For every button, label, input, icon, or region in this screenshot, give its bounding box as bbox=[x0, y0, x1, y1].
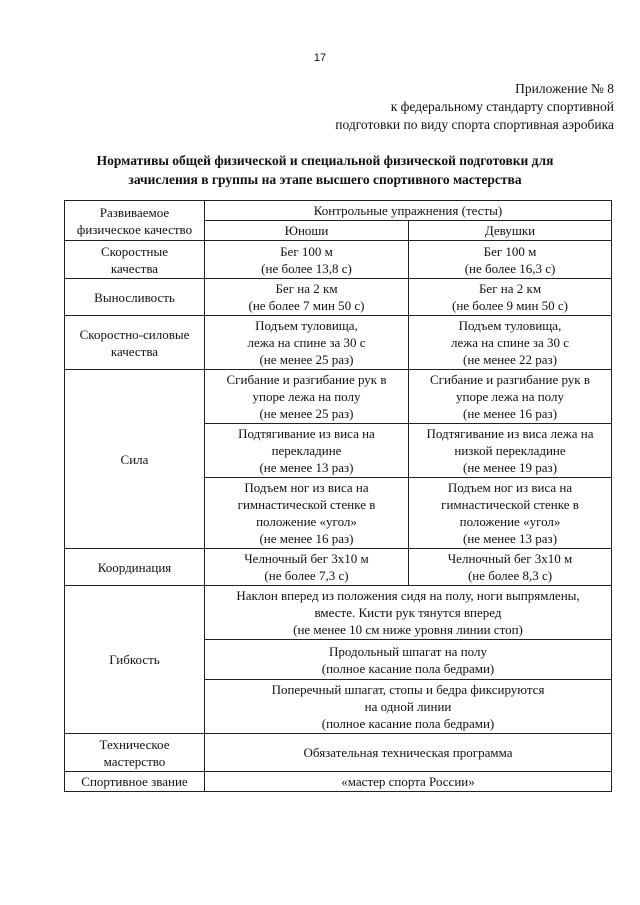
endurance-girls-line: Бег на 2 км bbox=[478, 281, 542, 296]
pullups-girls-line: Подтягивание из виса лежа на bbox=[426, 426, 594, 441]
pullups-boys-line: перекладине bbox=[271, 443, 342, 458]
table-row bbox=[65, 241, 612, 279]
table-row bbox=[65, 586, 612, 640]
longitudinal-split-line: (полное касание пола бедрами) bbox=[321, 660, 495, 676]
endurance-girls bbox=[409, 279, 612, 316]
speed-strength-boys-line: Подъем туловища, bbox=[255, 318, 358, 333]
rank-value: «мастер спорта России» bbox=[205, 772, 612, 792]
leg-raise-girls-line: положение «угол» bbox=[459, 514, 561, 529]
speed-strength-label-line: Скоростно-силовые bbox=[79, 326, 190, 342]
table-row bbox=[65, 772, 612, 792]
speed-boys bbox=[205, 241, 409, 279]
transverse-split-line: Поперечный шпагат, стопы и бедра фиксируются bbox=[271, 682, 545, 697]
transverse-split-test bbox=[205, 680, 612, 734]
longitudinal-split-test bbox=[205, 640, 612, 680]
coordination-girls-line: (не более 8,3 с) bbox=[467, 568, 553, 583]
pullups-boys-line: Подтягивание из виса на bbox=[238, 426, 375, 441]
pushups-girls bbox=[409, 370, 612, 424]
title-line-2: зачисления в группы на этапе высшего спортивного мастерства bbox=[128, 172, 522, 187]
endurance-label: Выносливость bbox=[65, 279, 205, 316]
pushups-boys-line: Сгибание и разгибание рук в bbox=[226, 372, 387, 387]
pullups-girls-line: (не менее 19 раз) bbox=[462, 460, 558, 475]
technical-label-line: мастерство bbox=[103, 753, 166, 769]
leg-raise-girls-line: (не менее 13 раз) bbox=[462, 531, 558, 546]
flexibility-label: Гибкость bbox=[65, 586, 205, 734]
pushups-boys bbox=[205, 370, 409, 424]
endurance-girls-line: (не более 9 мин 50 с) bbox=[451, 298, 569, 313]
pushups-girls-line: Сгибание и разгибание рук в bbox=[429, 372, 591, 387]
leg-raise-boys-line: Подъем ног из виса на bbox=[244, 480, 369, 495]
document-title bbox=[60, 151, 590, 189]
speed-strength-boys-line: (не менее 25 раз) bbox=[259, 352, 354, 367]
forward-bend-line: вместе. Кисти рук тянутся вперед bbox=[314, 605, 502, 620]
speed-strength-girls bbox=[409, 316, 612, 370]
table-row bbox=[65, 370, 612, 424]
header-quality-line-1: Развиваемое bbox=[99, 204, 170, 220]
speed-strength-boys bbox=[205, 316, 409, 370]
endurance-boys bbox=[205, 279, 409, 316]
coordination-boys-line: (не более 7,3 с) bbox=[264, 568, 349, 583]
appendix-reference bbox=[335, 80, 614, 134]
technical-value: Обязательная техническая программа bbox=[205, 734, 612, 772]
speed-strength-boys-line: лежа на спине за 30 с bbox=[247, 335, 366, 350]
speed-strength-label-line: качества bbox=[110, 343, 159, 359]
rank-label: Спортивное звание bbox=[65, 772, 205, 792]
speed-label bbox=[65, 241, 205, 279]
coordination-boys-line: Челночный бег 3х10 м bbox=[244, 551, 369, 566]
coordination-boys bbox=[205, 549, 409, 586]
forward-bend-line: (не менее 10 см ниже уровня линии стоп) bbox=[293, 622, 523, 637]
leg-raise-girls-line: Подъем ног из виса на bbox=[447, 480, 573, 495]
speed-label-line: Скоростные bbox=[100, 243, 169, 259]
header-boys: Юноши bbox=[205, 221, 409, 241]
speed-strength-girls-line: Подъем туловища, bbox=[458, 318, 562, 333]
table-row bbox=[65, 316, 612, 370]
speed-girls bbox=[409, 241, 612, 279]
leg-raise-girls bbox=[409, 478, 612, 549]
forward-bend-line: Наклон вперед из положения сидя на полу, ноги выпрямлены, bbox=[236, 588, 580, 603]
speed-girls-line: (не более 16,3 с) bbox=[464, 260, 556, 276]
transverse-split-line: на одной линии bbox=[364, 699, 452, 714]
speed-boys-line: (не более 13,8 с) bbox=[261, 260, 352, 276]
title-line-1: Нормативы общей физической и специальной физической подготовки для bbox=[96, 153, 554, 168]
leg-raise-boys-line: положение «угол» bbox=[256, 514, 357, 529]
table-row bbox=[65, 734, 612, 772]
table-row bbox=[65, 279, 612, 316]
speed-girls-line: Бег 100 м bbox=[483, 243, 537, 259]
speed-strength-girls-line: (не менее 22 раз) bbox=[462, 352, 558, 367]
appendix-line-2: к федеральному стандарту спортивной bbox=[390, 99, 614, 114]
coordination-girls-line: Челночный бег 3х10 м bbox=[447, 551, 573, 566]
forward-bend-test bbox=[205, 586, 612, 640]
leg-raise-boys-line: (не менее 16 раз) bbox=[259, 531, 354, 546]
coordination-girls bbox=[409, 549, 612, 586]
pullups-girls bbox=[409, 424, 612, 478]
speed-boys-line: Бег 100 м bbox=[280, 243, 333, 259]
speed-strength-girls-line: лежа на спине за 30 с bbox=[450, 335, 570, 350]
technical-label-line: Техническое bbox=[99, 736, 170, 752]
pushups-boys-line: (не менее 25 раз) bbox=[259, 406, 354, 421]
header-quality-line-2: физическое качество bbox=[76, 221, 193, 237]
pullups-boys-line: (не менее 13 раз) bbox=[259, 460, 354, 475]
leg-raise-boys-line: гимнастической стенке в bbox=[237, 497, 376, 512]
pushups-girls-line: упоре лежа на полу bbox=[456, 389, 564, 404]
endurance-boys-line: (не более 7 мин 50 с) bbox=[248, 298, 365, 313]
leg-raise-girls-line: гимнастической стенке в bbox=[441, 497, 579, 512]
pullups-boys bbox=[205, 424, 409, 478]
speed-label-line: качества bbox=[110, 260, 159, 276]
transverse-split-line: (полное касание пола бедрами) bbox=[321, 716, 495, 731]
pushups-girls-line: (не менее 16 раз) bbox=[462, 406, 558, 421]
pushups-boys-line: упоре лежа на полу bbox=[252, 389, 361, 404]
strength-label: Сила bbox=[65, 370, 205, 549]
longitudinal-split-line: Продольный шпагат на полу bbox=[329, 643, 487, 659]
standards-table bbox=[64, 200, 612, 792]
pullups-girls-line: низкой перекладине bbox=[454, 443, 566, 458]
endurance-boys-line: Бег на 2 км bbox=[275, 281, 338, 296]
leg-raise-boys bbox=[205, 478, 409, 549]
appendix-line-3: подготовки по виду спорта спортивная аэробика bbox=[335, 117, 614, 132]
appendix-line-1: Приложение № 8 bbox=[515, 81, 614, 96]
technical-label bbox=[65, 734, 205, 772]
speed-strength-label bbox=[65, 316, 205, 370]
header-girls: Девушки bbox=[409, 221, 612, 241]
header-tests: Контрольные упражнения (тесты) bbox=[205, 201, 612, 221]
coordination-label: Координация bbox=[65, 549, 205, 586]
page-number: 17 bbox=[313, 52, 327, 64]
table-row bbox=[65, 549, 612, 586]
header-quality bbox=[65, 201, 205, 241]
